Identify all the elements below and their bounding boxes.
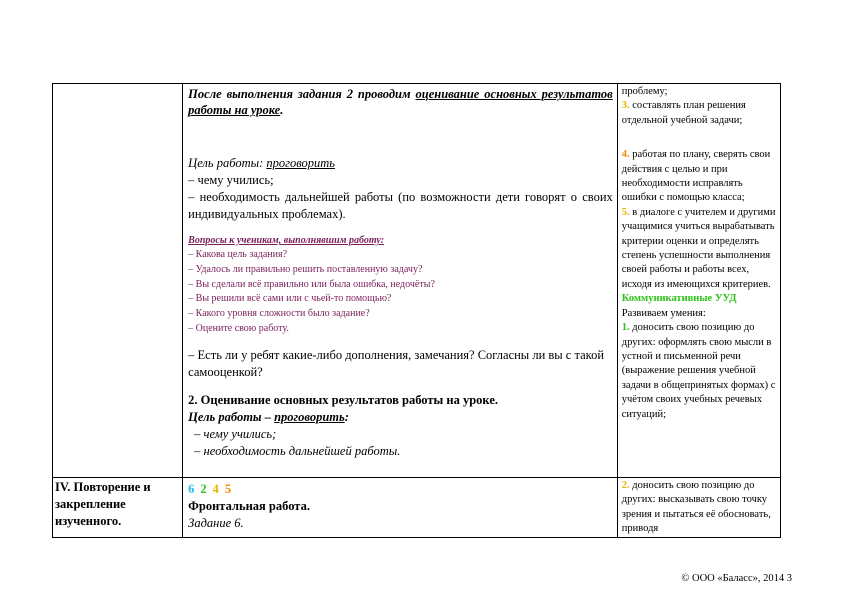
goal-heading: Цель работы: проговорить bbox=[188, 156, 335, 170]
question-item: – Оцените свою работу. bbox=[188, 322, 289, 334]
uud-item-4: 4. работая по плану, сверять свои действия с целью и при необходимости исправлять ошибки с помощью класса; bbox=[621, 149, 771, 204]
uud-item-3: 3. составлять план решения отдельной учебной задачи; bbox=[621, 100, 746, 126]
activity-cell bbox=[183, 84, 618, 478]
section-goal: Цель работы – проговорить: bbox=[188, 409, 349, 424]
uud-line: проблему; bbox=[621, 86, 668, 97]
question-item: – Какого уровня сложности было задание? bbox=[188, 308, 370, 320]
lesson-table bbox=[52, 83, 781, 538]
question-item: – Удалось ли правильно решить поставленную задачу? bbox=[188, 263, 423, 275]
activity-cell bbox=[183, 478, 618, 538]
intro-text: После выполнения задания 2 проводим оценивание основных результатов работы на уроке. bbox=[188, 87, 613, 117]
section-title: 2. Оценивание основных результатов работы на уроке. bbox=[188, 392, 498, 407]
uud-cell bbox=[617, 478, 780, 538]
goal-item: – необходимость дальнейшей работы (по возможности дети говорят о своих индивидуальных проблемах). bbox=[188, 190, 613, 221]
table-row bbox=[53, 84, 781, 478]
level-numbers: 6 2 4 5 bbox=[188, 482, 232, 496]
task-label: Задание 6. bbox=[188, 516, 244, 530]
table-row bbox=[53, 478, 781, 538]
extra-question: – Есть ли у ребят какие-либо дополнения, замечания? Согласны ли вы с такой самооценкой? bbox=[188, 347, 605, 379]
develop-skills: Развиваем умения: bbox=[621, 307, 706, 319]
question-item: – Какова цель задания? bbox=[188, 249, 288, 260]
uud-item-5: 5. в диалоге с учителем и другими учащимися учиться вырабатывать критерии оценки и определять степень успешности выполнения своей работы и работы всех, исходя из имеющихся критериев. bbox=[621, 206, 776, 290]
footer-copyright: © ООО «Баласс», 2014 3 bbox=[681, 573, 792, 584]
stage-cell: IV. Повторение и закрепление изученного. bbox=[53, 478, 183, 538]
section-item: – чему учились; bbox=[194, 426, 277, 441]
frontal-title: Фронтальная работа. bbox=[188, 499, 310, 513]
question-item: – Вы решили всё сами или с чьей-то помощью? bbox=[188, 293, 392, 305]
uud-item-2: 2. доносить свою позицию до других: высказывать свою точку зрения и пытаться её обосновать, приводя bbox=[621, 480, 771, 535]
question-item: – Вы сделали всё правильно или была ошибка, недочёты? bbox=[188, 278, 435, 290]
goal-item: – чему учились; bbox=[188, 173, 274, 187]
comm-uud-title: Коммуникативные УУД bbox=[621, 293, 737, 305]
questions-title: Вопросы к ученикам, выполнявшим работу: bbox=[188, 235, 385, 246]
section-item: – необходимость дальнейшей работы. bbox=[194, 443, 401, 458]
uud-cell bbox=[617, 84, 780, 478]
stage-cell bbox=[53, 84, 183, 478]
uud-item-1: 1. доносить свою позицию до других: оформлять свою мысли в устной и письменной речи (выражение решения учебной задачи в общепринятых формах) с учётом своих учебных речевых ситуаций; bbox=[621, 322, 776, 420]
